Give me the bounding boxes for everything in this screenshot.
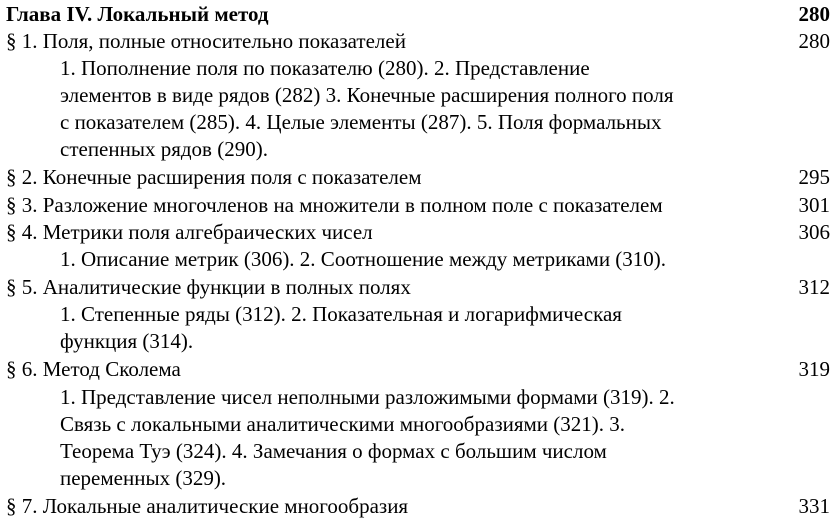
subtopic-line: степенных рядов (290). — [60, 137, 268, 161]
subtopic-line: с показателем (285). 4. Целые элементы (287). 5. Поля формальных — [60, 110, 662, 134]
section-2-page-number: 295 — [798, 165, 830, 189]
section-5-subtopics — [60, 301, 780, 355]
section-6-title: § 6. Метод Сколема — [6, 357, 181, 381]
chapter-title: Глава IV. Локальный метод — [6, 2, 269, 26]
subtopic-line: 1. Описание метрик (306). 2. Соотношение между метриками (310). — [60, 247, 667, 271]
section-4-page-number: 306 — [798, 220, 830, 244]
subtopic-line: переменных (329). — [60, 466, 227, 490]
section-7-entry — [6, 493, 830, 520]
section-3-title: § 3. Разложение многочленов на множители в полном поле с показателем — [6, 193, 663, 217]
subtopic-line: Связь с локальными аналитическими многообразиями (321). 3. — [60, 412, 626, 436]
section-7-page-number: 331 — [798, 494, 830, 518]
subtopic-line: 1. Представление чисел неполными разложимыми формами (319). 2. — [60, 385, 675, 409]
subtopic-line: функция (314). — [60, 329, 194, 353]
section-2-entry — [6, 164, 830, 191]
section-4-entry — [6, 219, 830, 246]
section-6-subtopics — [60, 384, 780, 492]
section-7-title: § 7. Локальные аналитические многообразия — [6, 494, 409, 518]
section-4-subtopics — [60, 246, 780, 273]
subtopic-line: Теорема Туэ (324). 4. Замечания о формах с большим числом — [60, 439, 607, 463]
section-1-subtopics — [60, 55, 780, 163]
subtopic-line: 1. Степенные ряды (312). 2. Показательная и логарифмическая — [60, 302, 622, 326]
subtopic-line: элементов в виде рядов (282) 3. Конечные расширения полного поля — [60, 83, 674, 107]
chapter-heading — [6, 1, 830, 28]
section-3-entry — [6, 192, 830, 219]
section-5-title: § 5. Аналитические функции в полных полях — [6, 275, 411, 299]
section-2-title: § 2. Конечные расширения поля с показателем — [6, 165, 422, 189]
subtopic-line: 1. Пополнение поля по показателю (280). 2. Представление — [60, 56, 590, 80]
section-3-page-number: 301 — [798, 193, 830, 217]
section-1-page-number: 280 — [798, 29, 830, 53]
section-5-entry — [6, 274, 830, 301]
section-5-page-number: 312 — [798, 275, 830, 299]
section-4-title: § 4. Метрики поля алгебраических чисел — [6, 220, 373, 244]
section-1-title: § 1. Поля, полные относительно показателей — [6, 29, 406, 53]
section-6-page-number: 319 — [798, 357, 830, 381]
chapter-page-number: 280 — [798, 2, 830, 26]
section-6-entry — [6, 356, 830, 383]
section-1-entry — [6, 28, 830, 55]
